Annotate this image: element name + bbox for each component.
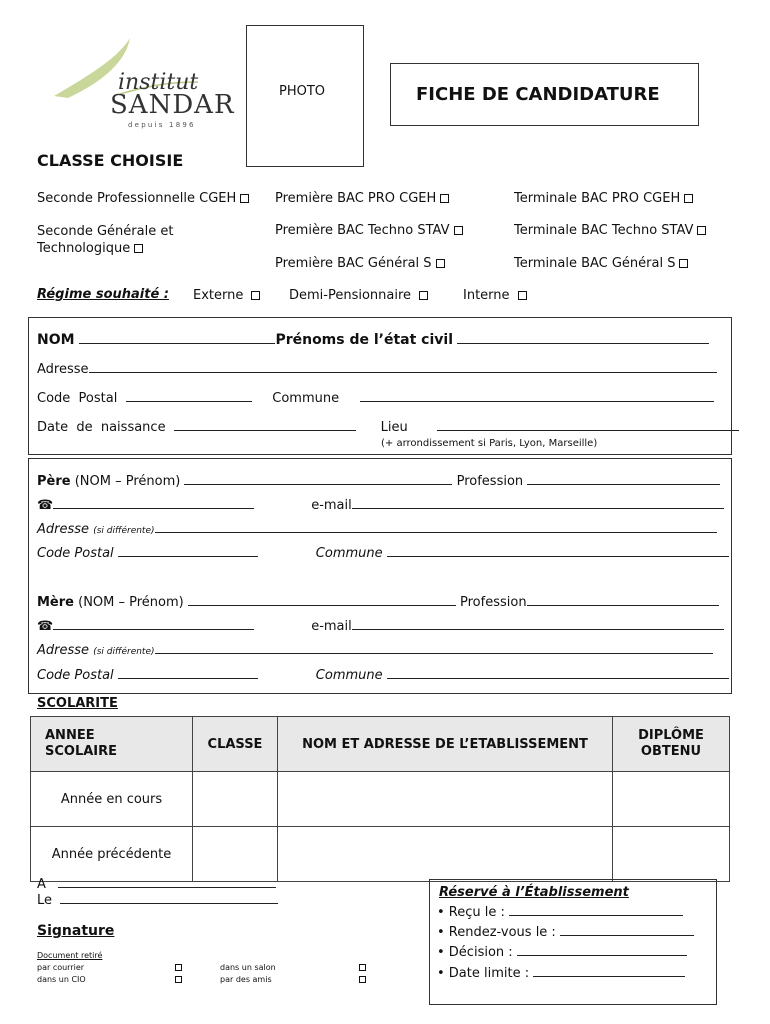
- mere-adresse-row: [37, 643, 713, 658]
- pere-email-label: e-mail: [311, 498, 352, 513]
- option-seconde-pro[interactable]: [37, 191, 249, 206]
- lieu-label: Lieu: [380, 420, 408, 435]
- reserve-item-label: • Date limite :: [437, 966, 530, 981]
- reserve-decision-field[interactable]: [517, 955, 687, 956]
- header-diplome: DIPLÔME OBTENU: [613, 717, 730, 772]
- mere-commune-field[interactable]: [387, 678, 729, 679]
- option-label: Externe: [193, 288, 244, 303]
- retire-par-courrier[interactable]: [37, 963, 84, 972]
- pere-nom-field[interactable]: [184, 484, 452, 485]
- option-label: Première BAC PRO CGEH: [275, 191, 437, 206]
- option-label: Terminale BAC Techno STAV: [514, 223, 694, 238]
- logo: [48, 38, 235, 133]
- regime-label: Régime souhaité :: [37, 287, 169, 302]
- reserve-box: [429, 879, 717, 1005]
- naissance-label: Date de naissance: [37, 420, 166, 435]
- commune-label: Commune: [272, 391, 340, 406]
- mere-cp-row: [37, 668, 729, 683]
- retire-amis[interactable]: [220, 975, 272, 984]
- table-header-row: [31, 717, 730, 772]
- cell-classe[interactable]: [193, 827, 278, 882]
- mere-cp-label: Code Postal: [37, 668, 114, 683]
- code-postal-label: Code Postal: [37, 391, 118, 406]
- scolarite-table: [30, 716, 730, 882]
- a-row: [37, 877, 276, 892]
- mere-nom-prenom: (NOM – Prénom): [78, 595, 184, 610]
- signature-label: Signature: [37, 923, 115, 939]
- phone-icon: ☎: [37, 498, 54, 513]
- classe-heading: CLASSE CHOISIE: [37, 151, 184, 170]
- reserve-item-label: • Rendez-vous le :: [437, 925, 556, 940]
- nom-row: [37, 332, 709, 348]
- mere-contact-row: [37, 619, 724, 634]
- form-title: FICHE DE CANDIDATURE: [416, 84, 660, 105]
- pere-adresse-field[interactable]: [155, 532, 717, 533]
- logo-name-bottom: SANDAR: [110, 90, 235, 120]
- header-annee: ANNEE SCOLAIRE: [31, 717, 193, 772]
- scolarite-heading: SCOLARITE: [37, 696, 118, 711]
- checkbox[interactable]: [518, 291, 527, 300]
- row-label: Année précédente: [31, 827, 193, 882]
- checkbox[interactable]: [419, 291, 428, 300]
- checkbox[interactable]: [679, 259, 688, 268]
- regime-externe[interactable]: [193, 288, 260, 303]
- reserve-recu: [437, 905, 683, 920]
- pere-cp-field[interactable]: [118, 556, 258, 557]
- option-label: Demi-Pensionnaire: [289, 288, 412, 303]
- reserve-item-label: • Décision :: [437, 945, 513, 960]
- photo-label: PHOTO: [279, 84, 326, 99]
- option-label: par des amis: [220, 975, 272, 984]
- prenoms-field[interactable]: [457, 343, 709, 344]
- adresse-label: Adresse: [37, 362, 89, 377]
- logo-name-top: institut: [118, 70, 199, 95]
- option-premiere-bac-pro[interactable]: [275, 191, 449, 206]
- pere-cp-row: [37, 546, 729, 561]
- adresse-row: [37, 362, 717, 377]
- checkbox[interactable]: [240, 194, 249, 203]
- regime-demi-pension[interactable]: [289, 288, 428, 303]
- checkbox[interactable]: [359, 976, 366, 983]
- header-classe: CLASSE: [193, 717, 278, 772]
- a-field[interactable]: [58, 887, 276, 888]
- option-premiere-general[interactable]: [275, 256, 445, 271]
- logo-tagline: d e p u i s 1 8 9 6: [128, 121, 194, 129]
- cell-etablissement[interactable]: [278, 827, 613, 882]
- option-label: Seconde Générale et: [37, 224, 174, 239]
- retire-salon[interactable]: [220, 963, 276, 972]
- naissance-field[interactable]: [174, 430, 356, 431]
- option-label: Première BAC Techno STAV: [275, 223, 450, 238]
- reserve-rendez-vous: [437, 925, 694, 940]
- option-label: Terminale BAC PRO CGEH: [514, 191, 681, 206]
- mere-email-field[interactable]: [352, 629, 724, 630]
- pere-commune-label: Commune: [315, 546, 383, 561]
- option-terminale-general[interactable]: [514, 256, 688, 271]
- mere-profession-field[interactable]: [527, 605, 719, 606]
- a-label: A: [37, 877, 46, 892]
- pere-profession-label: Profession: [456, 474, 524, 489]
- table-row: [31, 827, 730, 882]
- pere-email-field[interactable]: [352, 508, 724, 509]
- option-label: Seconde Professionnelle CGEH: [37, 191, 237, 206]
- mere-email-label: e-mail: [311, 619, 352, 634]
- pere-phone-field[interactable]: [53, 508, 254, 509]
- checkbox[interactable]: [134, 244, 143, 253]
- option-terminale-techno[interactable]: [514, 223, 706, 238]
- pere-adresse-row: [37, 522, 717, 537]
- option-seconde-generale[interactable]: [37, 223, 173, 257]
- checkbox[interactable]: [697, 226, 706, 235]
- mere-label: Mère: [37, 595, 74, 610]
- retire-cio[interactable]: [37, 975, 86, 984]
- option-label: dans un CIO: [37, 975, 86, 984]
- si-differente-note: (si différente): [93, 526, 155, 536]
- checkbox[interactable]: [436, 259, 445, 268]
- mere-cp-field[interactable]: [118, 678, 258, 679]
- naissance-row: [37, 420, 739, 435]
- pere-adresse-label: Adresse: [37, 522, 90, 537]
- option-label: Technologique: [37, 241, 131, 256]
- cell-etablissement[interactable]: [278, 772, 613, 827]
- option-premiere-techno[interactable]: [275, 223, 463, 238]
- commune-field[interactable]: [360, 401, 714, 402]
- option-label: Interne: [463, 288, 510, 303]
- si-differente-note: (si différente): [93, 647, 155, 657]
- lieu-field[interactable]: [437, 430, 739, 431]
- adresse-field[interactable]: [89, 372, 717, 373]
- reserve-rdv-field[interactable]: [560, 935, 694, 936]
- code-postal-row: [37, 391, 714, 406]
- pere-commune-field[interactable]: [387, 556, 729, 557]
- nom-label: NOM: [37, 332, 80, 348]
- table-row: [31, 772, 730, 827]
- checkbox[interactable]: [454, 226, 463, 235]
- form-title-box: [390, 63, 699, 126]
- reserve-recu-field[interactable]: [509, 915, 683, 916]
- reserve-date-field[interactable]: [533, 976, 685, 977]
- reserve-date-limite: [437, 966, 685, 981]
- phone-icon: ☎: [37, 619, 54, 634]
- pere-cp-label: Code Postal: [37, 546, 114, 561]
- mere-row: [37, 595, 719, 610]
- checkbox[interactable]: [440, 194, 449, 203]
- prenoms-label: Prénoms de l’état civil: [275, 332, 454, 348]
- mere-profession-label: Profession: [460, 595, 527, 610]
- cell-classe[interactable]: [193, 772, 278, 827]
- le-field[interactable]: [60, 903, 278, 904]
- reserve-decision: [437, 945, 687, 960]
- photo-box: [246, 25, 364, 167]
- header-etablissement: NOM ET ADRESSE DE L’ETABLISSEMENT: [278, 717, 613, 772]
- option-label: par courrier: [37, 963, 85, 972]
- pere-label: Père: [37, 474, 71, 489]
- pere-profession-field[interactable]: [527, 484, 720, 485]
- checkbox[interactable]: [175, 964, 182, 971]
- option-label: Terminale BAC Général S: [514, 256, 676, 271]
- reserve-title: Réservé à l’Établissement: [439, 885, 629, 900]
- mere-adresse-field[interactable]: [155, 653, 713, 654]
- pere-row: [37, 474, 720, 489]
- checkbox[interactable]: [251, 291, 260, 300]
- regime-interne[interactable]: [463, 288, 527, 303]
- cell-diplome[interactable]: [613, 772, 730, 827]
- le-label: Le: [37, 893, 53, 908]
- nom-field[interactable]: [79, 343, 275, 344]
- row-label: Année en cours: [31, 772, 193, 827]
- option-terminale-bac-pro[interactable]: [514, 191, 693, 206]
- mere-nom-field[interactable]: [188, 605, 456, 606]
- document-retire-label: Document retiré: [37, 951, 103, 960]
- pere-contact-row: [37, 498, 724, 513]
- mere-commune-label: Commune: [315, 668, 383, 683]
- option-label: dans un salon: [220, 963, 276, 972]
- pere-nom-prenom: (NOM – Prénom): [74, 474, 181, 489]
- option-label: Première BAC Général S: [275, 256, 432, 271]
- checkbox[interactable]: [175, 976, 182, 983]
- lieu-note: (+ arrondissement si Paris, Lyon, Marseille): [381, 438, 598, 449]
- reserve-item-label: • Reçu le :: [437, 905, 505, 920]
- code-postal-field[interactable]: [126, 401, 252, 402]
- mere-phone-field[interactable]: [53, 629, 254, 630]
- parents-box: [28, 458, 732, 694]
- checkbox[interactable]: [359, 964, 366, 971]
- cell-diplome[interactable]: [613, 827, 730, 882]
- le-row: [37, 893, 278, 908]
- mere-adresse-label: Adresse: [37, 643, 90, 658]
- checkbox[interactable]: [684, 194, 693, 203]
